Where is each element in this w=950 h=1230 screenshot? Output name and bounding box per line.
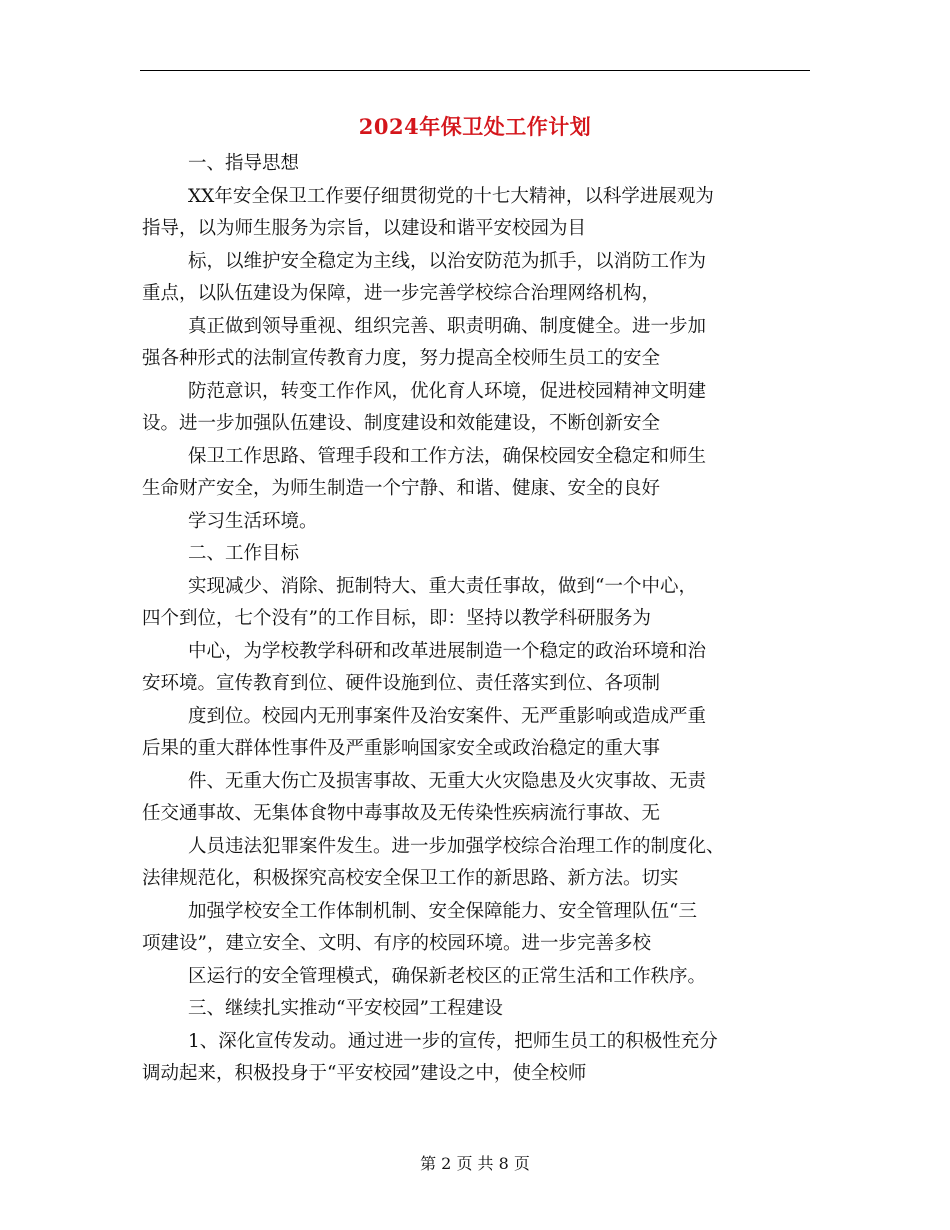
- text-line: 一、指导思想: [188, 153, 300, 174]
- text-line: 人员违法犯罪案件发生。进一步加强学校综合治理工作的制度化、: [188, 835, 725, 857]
- text-line: 中心，为学校教学科研和改革进展制造一个稳定的政治环境和治: [188, 640, 707, 662]
- text-line: 强各种形式的法制宣传教育力度，努力提高全校师生员工的安全: [142, 348, 661, 369]
- text-line: 项建设”，建立安全、文明、有序的校园环境。进一步完善多校: [142, 933, 651, 954]
- text-line: 1、深化宣传发动。通过进一步的宣传，把师生员工的积极性充分: [188, 1030, 718, 1052]
- text-line: 四个到位，七个没有”的工作目标，即：坚持以教学科研服务为: [142, 608, 651, 629]
- text-line: 区运行的安全管理模式，确保新老校区的正常生活和工作秩序。: [188, 965, 707, 987]
- text-line: 三、继续扎实推动“平安校园”工程建设: [188, 998, 503, 1019]
- text-line: 生命财产安全，为师生制造一个宁静、和谐、健康、安全的良好: [142, 478, 661, 499]
- text-line: 二、工作目标: [188, 543, 300, 564]
- text-line: 加强学校安全工作体制机制、安全保障能力、安全管理队伍“三: [188, 900, 697, 922]
- document-body: [142, 148, 812, 1091]
- text-line: 安环境。宣传教育到位、硬件设施到位、责任落实到位、各项制: [142, 673, 661, 694]
- text-line: 调动起来，积极投身于“平安校园”建设之中，使全校师: [142, 1063, 587, 1084]
- text-line: 学习生活环境。: [188, 510, 318, 532]
- header-rule: [140, 70, 810, 71]
- text-line: 防范意识，转变工作作风，优化育人环境，促进校园精神文明建: [188, 380, 707, 402]
- text-line: 法律规范化，积极探究高校安全保卫工作的新思路、新方法。切实: [142, 868, 679, 889]
- text-line: 任交通事故、无集体食物中毒事故及无传染性疾病流行事故、无: [142, 803, 661, 824]
- text-line: 后果的重大群体性事件及严重影响国家安全或政治稳定的重大事: [142, 738, 661, 759]
- text-line: 实现减少、消除、扼制特大、重大责任事故，做到“一个中心，: [188, 575, 697, 597]
- text-line: 指导，以为师生服务为宗旨，以建设和谐平安校园为目: [142, 218, 587, 239]
- page-number-footer: 第 2 页 共 8 页: [420, 1154, 530, 1173]
- text-line: 保卫工作思路、管理手段和工作方法，确保校园安全稳定和师生: [188, 445, 707, 467]
- text-line: 标，以维护安全稳定为主线，以治安防范为抓手，以消防工作为: [188, 250, 707, 272]
- text-line: 度到位。校园内无刑事案件及治安案件、无严重影响或造成严重: [188, 705, 707, 727]
- document-title: 2024年保卫处工作计划: [358, 114, 592, 139]
- text-line: 重点，以队伍建设为保障，进一步完善学校综合治理网络机构，: [142, 283, 661, 304]
- text-line: 设。进一步加强队伍建设、制度建设和效能建设，不断创新安全: [142, 413, 661, 434]
- text-line: XX年安全保卫工作要仔细贯彻党的十七大精神，以科学进展观为: [188, 185, 714, 207]
- text-line: 真正做到领导重视、组织完善、职责明确、制度健全。进一步加: [188, 315, 707, 337]
- text-line: 件、无重大伤亡及损害事故、无重大火灾隐患及火灾事故、无责: [188, 770, 707, 792]
